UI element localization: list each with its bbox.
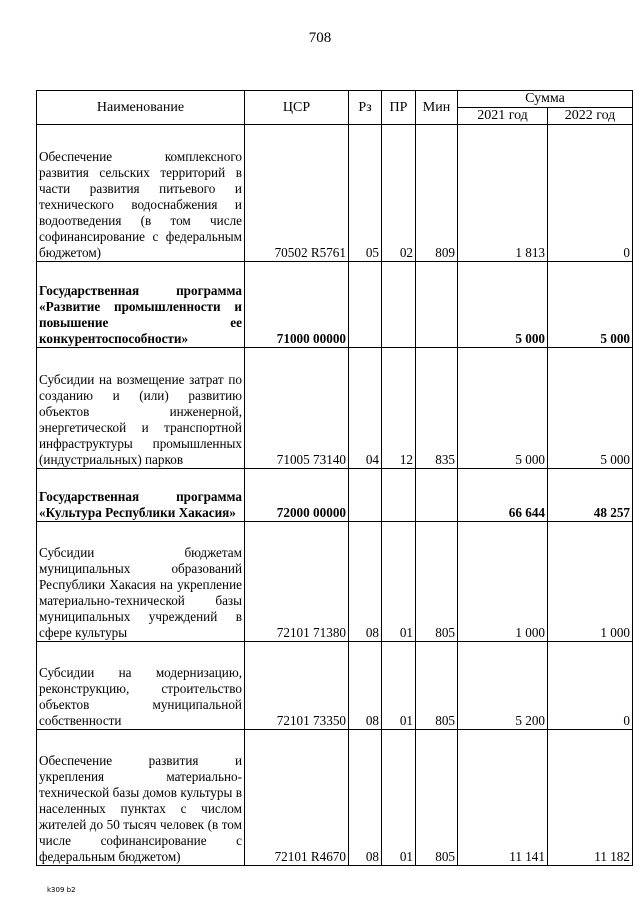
row-min: 835 — [416, 348, 458, 469]
row-rz — [349, 262, 382, 348]
header-csr: ЦСР — [245, 91, 349, 125]
row-name: Государственная программа «Культура Республики Хакасия» — [37, 469, 245, 522]
row-csr: 72101 73350 — [245, 642, 349, 730]
row-min: 805 — [416, 642, 458, 730]
header-year-2022: 2022 год — [548, 108, 633, 125]
header-min: Мин — [416, 91, 458, 125]
table-row — [37, 125, 633, 262]
row-2022: 1 000 — [548, 522, 633, 642]
budget-table — [36, 90, 633, 866]
table-row — [37, 730, 633, 866]
row-2021: 1 813 — [458, 125, 548, 262]
footer-code: k309 b2 — [47, 886, 76, 894]
row-rz — [349, 469, 382, 522]
row-rz: 08 — [349, 522, 382, 642]
row-2021: 5 000 — [458, 348, 548, 469]
row-2022: 5 000 — [548, 262, 633, 348]
table-row — [37, 469, 633, 522]
table-row — [37, 262, 633, 348]
row-csr: 72101 71380 — [245, 522, 349, 642]
row-pr: 01 — [382, 642, 416, 730]
row-pr: 01 — [382, 730, 416, 866]
row-min: 809 — [416, 125, 458, 262]
header-pr: ПР — [382, 91, 416, 125]
row-name: Субсидии на модернизацию, реконструкцию, строительство объектов муниципальной собственности — [37, 642, 245, 730]
row-pr — [382, 262, 416, 348]
row-csr: 71005 73140 — [245, 348, 349, 469]
row-csr: 70502 R5761 — [245, 125, 349, 262]
row-rz: 08 — [349, 730, 382, 866]
row-2021: 11 141 — [458, 730, 548, 866]
header-sum: Сумма — [458, 91, 633, 108]
row-rz: 04 — [349, 348, 382, 469]
row-name: Обеспечение комплексного развития сельских территорий в части развития питьевого и технического водоснабжения и водоотведения (в том числе софинансирование с федеральным бюджетом) — [37, 125, 245, 262]
row-csr: 72101 R4670 — [245, 730, 349, 866]
header-year-2021: 2021 год — [458, 108, 548, 125]
row-2021: 66 644 — [458, 469, 548, 522]
row-2022: 11 182 — [548, 730, 633, 866]
row-csr: 72000 00000 — [245, 469, 349, 522]
row-name: Субсидии на возмещение затрат по созданию и (или) развитию объектов инженерной, энергетической и транспортной инфраструктуры промышленных (индустриальных) парков — [37, 348, 245, 469]
row-min: 805 — [416, 730, 458, 866]
page-number: 708 — [308, 30, 332, 46]
row-2021: 5 000 — [458, 262, 548, 348]
row-rz: 08 — [349, 642, 382, 730]
row-2022: 5 000 — [548, 348, 633, 469]
row-2021: 5 200 — [458, 642, 548, 730]
row-name: Государственная программа «Развитие промышленности и повышение ее конкурентоспособности» — [37, 262, 245, 348]
row-pr: 01 — [382, 522, 416, 642]
table-row — [37, 642, 633, 730]
row-min — [416, 262, 458, 348]
row-min: 805 — [416, 522, 458, 642]
row-2021: 1 000 — [458, 522, 548, 642]
row-pr: 12 — [382, 348, 416, 469]
row-name: Обеспечение развития и укрепления материально-технической базы домов культуры в населенных пунктах с числом жителей до 50 тысяч человек (в том числе софинансирование с федеральным бюджетом) — [37, 730, 245, 866]
row-min — [416, 469, 458, 522]
table-row — [37, 348, 633, 469]
header-rz: Рз — [349, 91, 382, 125]
header-row — [37, 91, 633, 108]
row-2022: 0 — [548, 642, 633, 730]
row-2022: 0 — [548, 125, 633, 262]
row-name: Субсидии бюджетам муниципальных образований Республики Хакасия на укрепление материально-технической базы муниципальных учреждений в сфере культуры — [37, 522, 245, 642]
row-pr — [382, 469, 416, 522]
row-pr: 02 — [382, 125, 416, 262]
table-row — [37, 522, 633, 642]
row-rz: 05 — [349, 125, 382, 262]
row-csr: 71000 00000 — [245, 262, 349, 348]
header-name: Наименование — [37, 91, 245, 125]
row-2022: 48 257 — [548, 469, 633, 522]
